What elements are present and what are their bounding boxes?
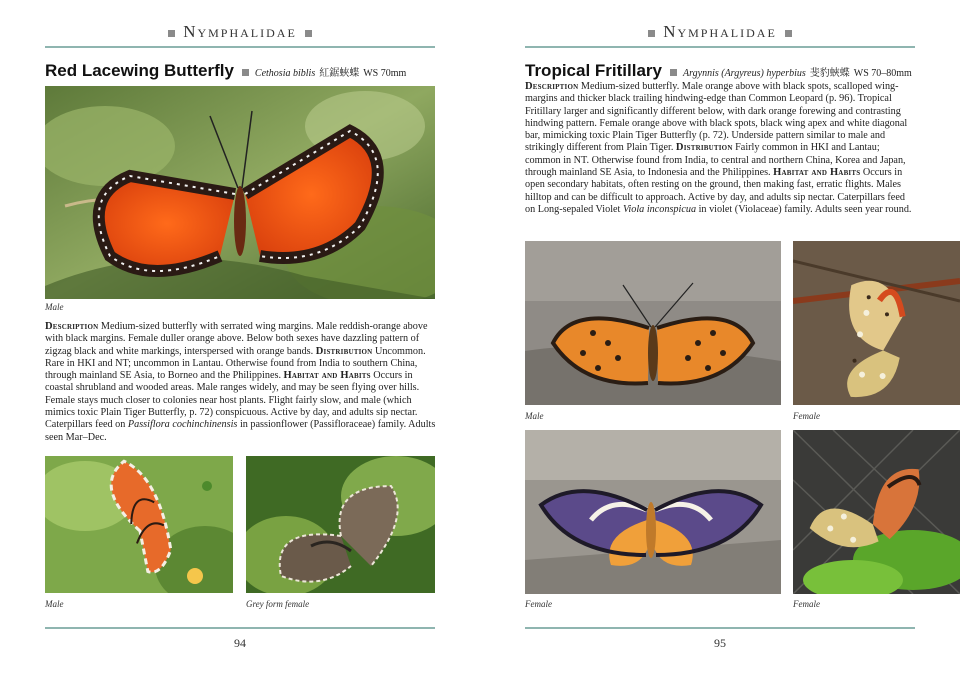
page-number: 95 [714,636,726,650]
common-name: Red Lacewing Butterfly [45,61,234,80]
habitat-text: Occurs in coastal shrubland and wooded areas. Male ranges widely, and may be seen flying over hills. Female stays much closer to colonies near host plants. Flight fairly slow, and male (which mimics toxic Plain Tiger Butterfly, p. 72) conspicuous. Active by day, and adults sip nectar. Caterpillars feed on [45,370,420,431]
square-bullet-icon [242,69,249,76]
host-plant-name: Viola inconspicua [622,203,697,215]
photo-caption: Male [45,599,64,609]
scientific-name: Argynnis (Argyreus) hyperbius [683,68,806,79]
photo-tropical-fritillary-female [525,430,781,594]
photo-tropical-fritillary-female-underside [793,241,960,405]
description-text: Medium-sized butterfly. Male orange above with black spots, scalloped wing-margins and thicker black trailing hindwing-edge than Common Leopard (p. 96). Tropical Fritillary larger and significantly different below, with dark orange forewing and contrasting hindwing pattern. Female orange above with black spots, black wing apex and white diagonal bar, mimicking toxic Plain Tiger Butterfly (p. 72). Underside pattern similar to male and strikingly different from Plain Tiger. [525,81,908,154]
wingspan: WS 70–80mm [853,68,912,79]
distribution-text: Fairly common in HKI and Lantau; common in NT. Otherwise found from India, to central and northern China, Korea and Japan, through mainland SE Asia, to Indonesia and the Philippines. [525,142,906,179]
habitat-heading: Habitat and Habits [283,370,371,382]
photo-caption: Male [525,411,544,421]
square-ornament-icon [305,30,312,37]
habitat-heading: Habitat and Habits [773,167,861,179]
photo-caption: Female [793,411,820,421]
chinese-name: 斐豹蛺蝶 [809,68,850,79]
description-heading: Description [45,321,99,332]
habitat-text-end: in violet (Violaceae) family. Adults seen year round. [696,203,912,215]
species-title [45,61,445,81]
photo-tropical-fritillary-male [525,241,781,405]
habitat-text-end: in passionflower (Passifloraceae) family. Adults seen Mar–Dec. [45,419,436,443]
square-bullet-icon [670,69,677,76]
running-head: Nymphalidae [525,22,915,42]
description-text: Medium-sized butterfly with serrated wing margins. Male reddish-orange above with black margins. Female duller orange above. Below both sexes have dazzling pattern of zigzag black and white markings, interspersed with orange bands. [45,321,428,357]
species-title [525,61,925,81]
running-head: Nymphalidae [45,22,435,42]
footer-rule [45,627,435,629]
scientific-name: Cethosia biblis [254,68,316,79]
photo-red-lacewing-male [45,86,435,299]
page-number: 94 [234,636,246,650]
photo-red-lacewing-male-underside [45,456,233,593]
chinese-name: 紅鋸蛺蝶 [319,68,360,79]
host-plant-name: Passiflora cochinchinensis [127,419,238,431]
habitat-text: Occurs in open secondary habitats, often resting on the ground, then making fast, erratic flights. Males hilltop and can be difficult to approach. Active by day, and adults sip nectar. Caterpillars feed on Long-sepaled Violet [525,167,905,215]
wingspan: WS 70mm [363,68,407,79]
common-name: Tropical Fritillary [525,61,662,80]
photo-caption: Grey form female [246,599,310,609]
square-ornament-icon [168,30,175,37]
distribution-heading: Distribution [675,142,733,154]
footer-rule [525,627,915,629]
photo-caption: Male [45,302,64,312]
species-text [45,321,437,444]
photo-caption: Female [793,599,820,609]
photo-tropical-fritillary-female-on-plant [793,430,960,594]
right-page [480,0,960,675]
square-ornament-icon [785,30,792,37]
photo-red-lacewing-grey-female [246,456,435,593]
square-ornament-icon [648,30,655,37]
description-heading: Description [525,81,579,92]
distribution-heading: Distribution [315,345,373,357]
species-text [525,81,917,216]
distribution-text: Uncommon. Rare in HKI and NT; uncommon in Lantau. Otherwise found from India to southern China, through mainland SE Asia, to Borneo and the Philippines. [45,345,426,382]
header-rule [525,46,915,48]
photo-caption: Female [525,599,552,609]
header-rule [45,46,435,48]
